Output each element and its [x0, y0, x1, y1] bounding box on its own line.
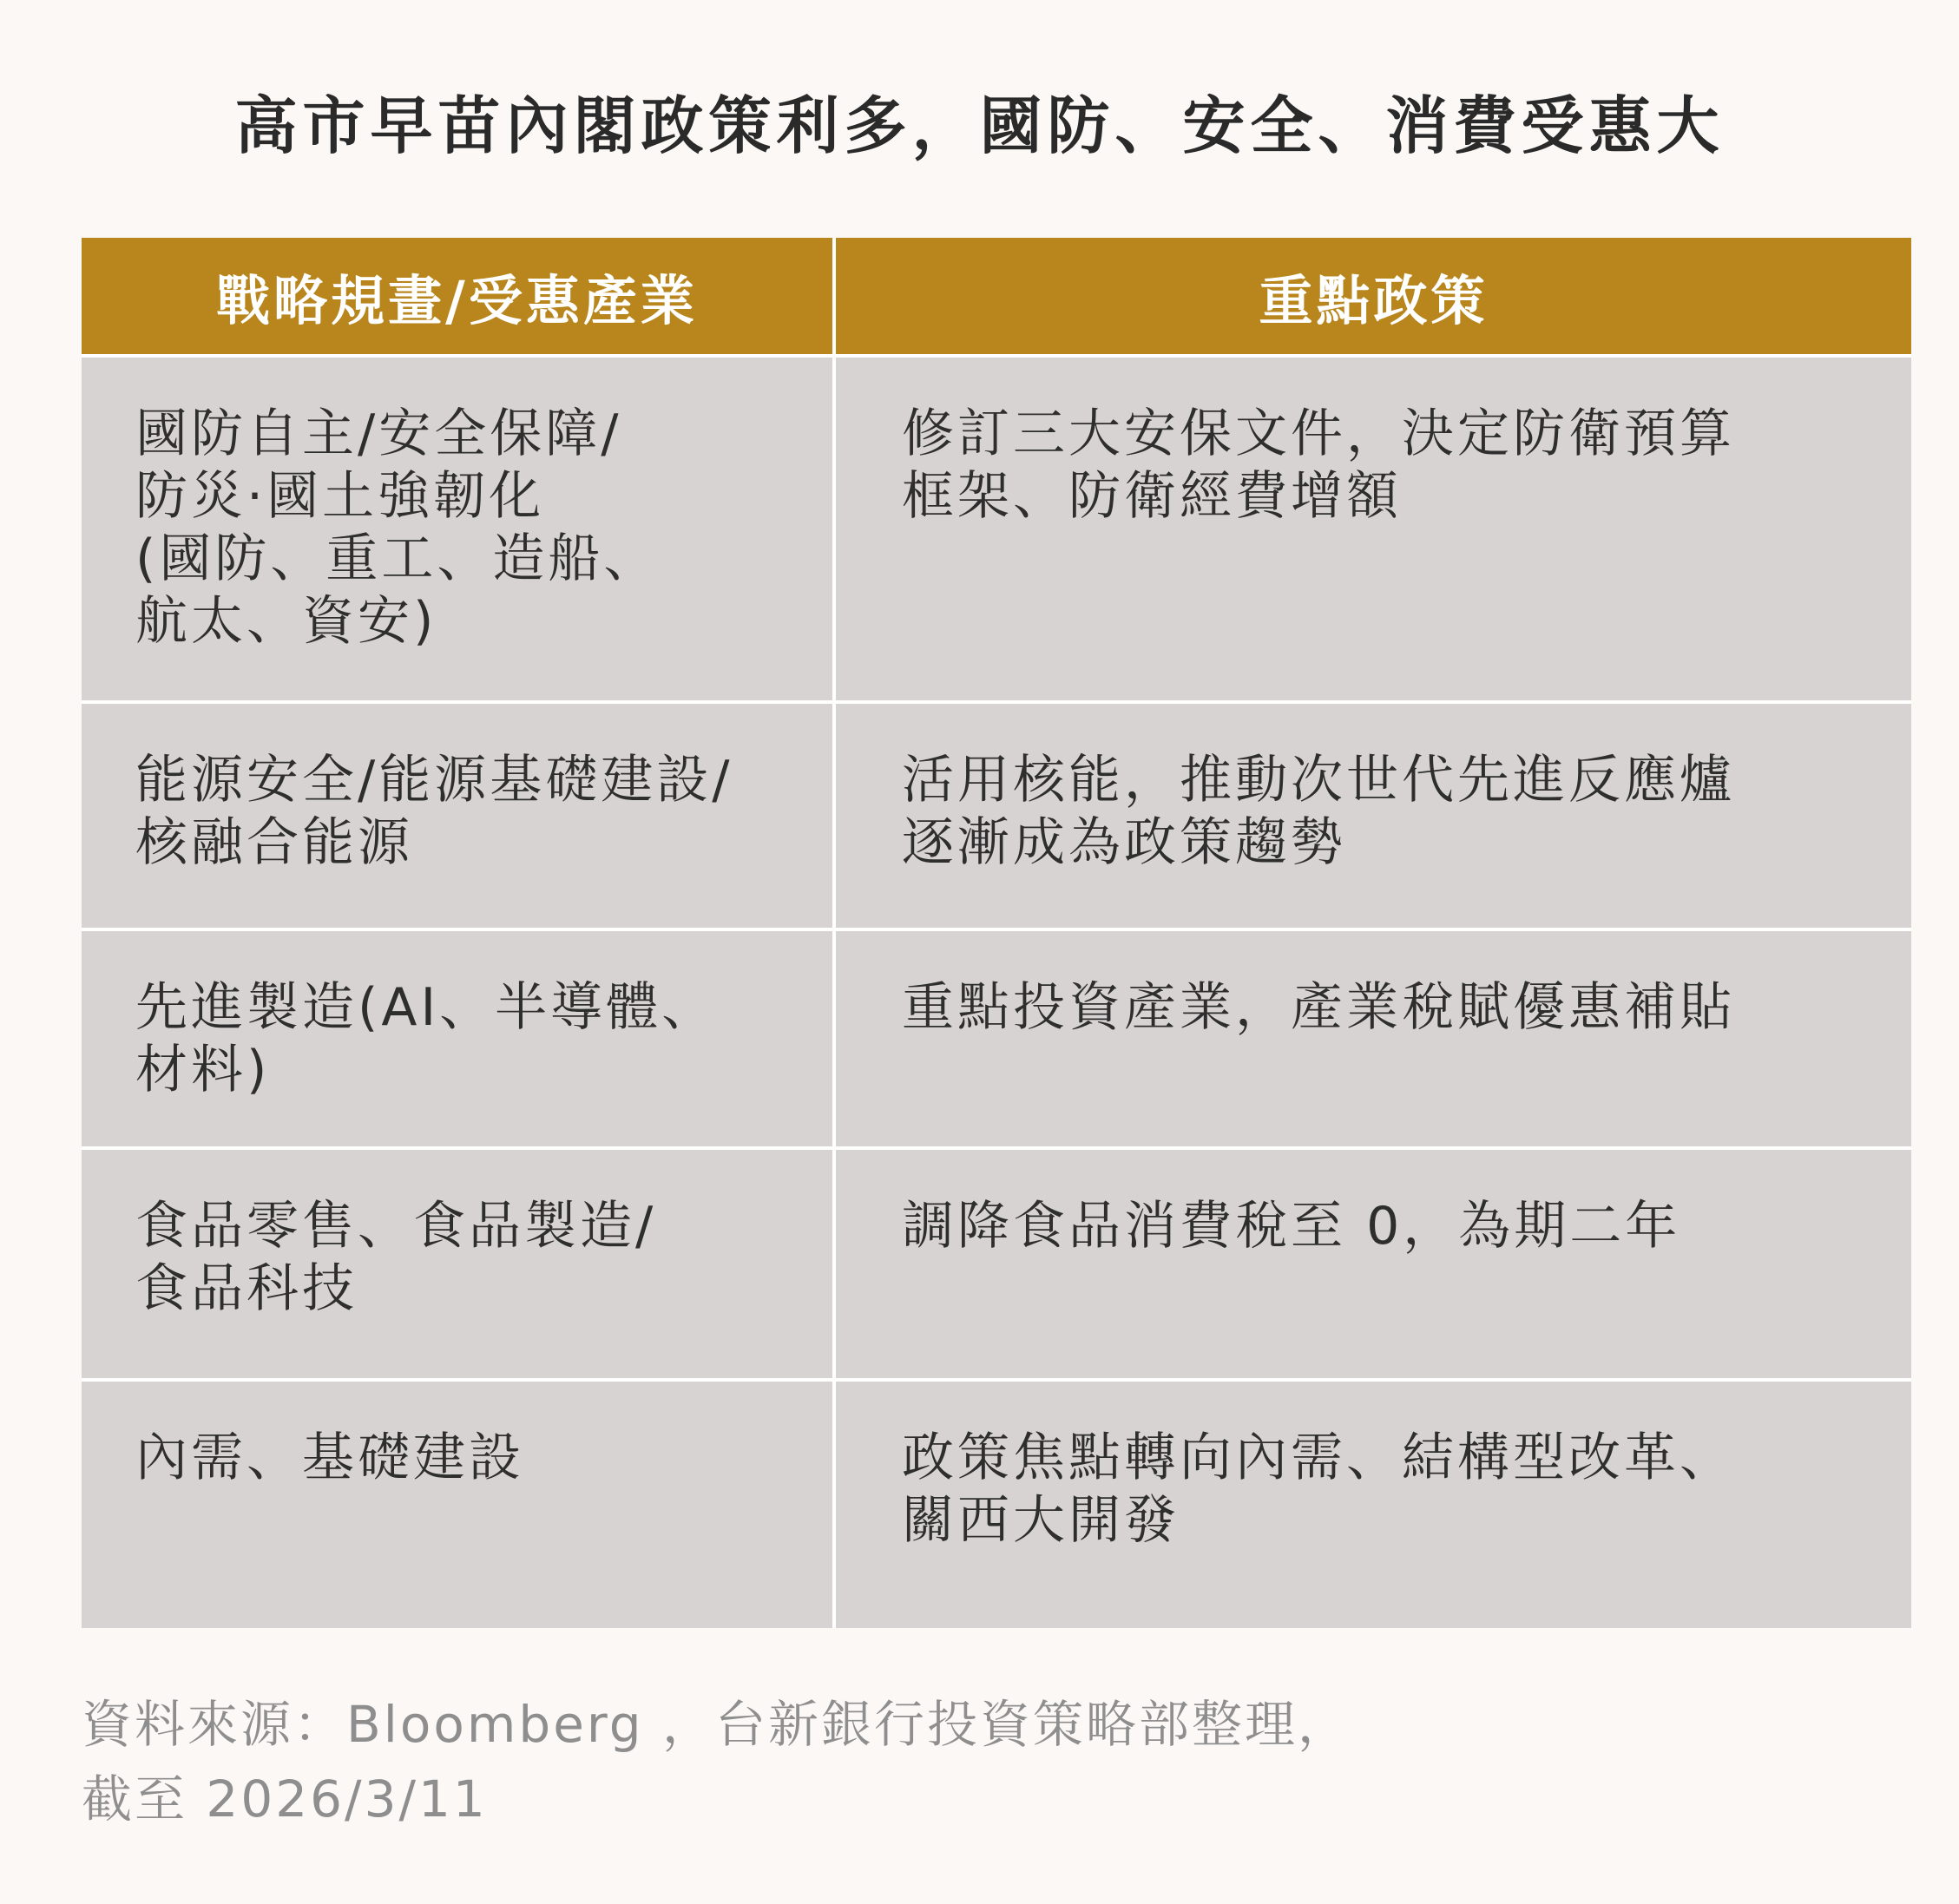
cell-line: 內需、基礎建設	[135, 1428, 524, 1488]
cell-line: 關西大開發	[902, 1490, 1180, 1551]
cell-line: 航太、資安)	[135, 591, 437, 652]
cell-line: (國防、重工、造船、	[135, 529, 660, 589]
cell-line: 修訂三大安保文件，決定防衛預算	[902, 404, 1735, 464]
cell-line: 重點投資產業，產業稅賦優惠補貼	[902, 977, 1735, 1038]
source-note	[82, 1687, 1351, 1836]
source-line: 資料來源：Bloomberg ，台新銀行投資策略部整理，	[82, 1695, 1351, 1754]
cell-line: 先進製造(AI、半導體、	[135, 977, 718, 1038]
cell-line: 核融合能源	[135, 812, 413, 873]
cell-line: 逐漸成為政策趨勢	[902, 812, 1346, 873]
policy-table	[82, 238, 1911, 1628]
cell-line: 框架、防衛經費增額	[902, 466, 1402, 527]
cell-line: 防災·國土強韌化	[135, 466, 545, 527]
cell-line: 材料)	[135, 1040, 271, 1100]
table-cell-policy	[836, 358, 1911, 704]
cell-line: 能源安全/能源基礎建設/	[135, 750, 733, 811]
table-cell-policy	[836, 704, 1911, 931]
cell-line: 食品科技	[135, 1258, 358, 1319]
cell-line: 食品零售、食品製造/	[135, 1196, 657, 1257]
cell-line: 國防自主/安全保障/	[135, 404, 622, 464]
table-header-policy: 重點政策	[836, 238, 1911, 358]
page-title: 高市早苗內閣政策利多，國防、安全、消費受惠大	[234, 89, 1725, 162]
table-cell-industry	[82, 931, 836, 1150]
table-cell-industry	[82, 704, 836, 931]
source-line: 截至 2026/3/11	[82, 1769, 488, 1828]
table-header-industry: 戰略規畫/受惠產業	[82, 238, 836, 358]
table-cell-policy	[836, 931, 1911, 1150]
table-cell-industry	[82, 358, 836, 704]
table-cell-policy	[836, 1150, 1911, 1382]
table-cell-industry	[82, 1150, 836, 1382]
cell-line: 政策焦點轉向內需、結構型改革、	[902, 1428, 1735, 1488]
cell-line: 活用核能，推動次世代先進反應爐	[902, 750, 1735, 811]
table-cell-industry	[82, 1382, 836, 1628]
cell-line: 調降食品消費稅至 0，為期二年	[902, 1196, 1681, 1257]
table-cell-policy	[836, 1382, 1911, 1628]
